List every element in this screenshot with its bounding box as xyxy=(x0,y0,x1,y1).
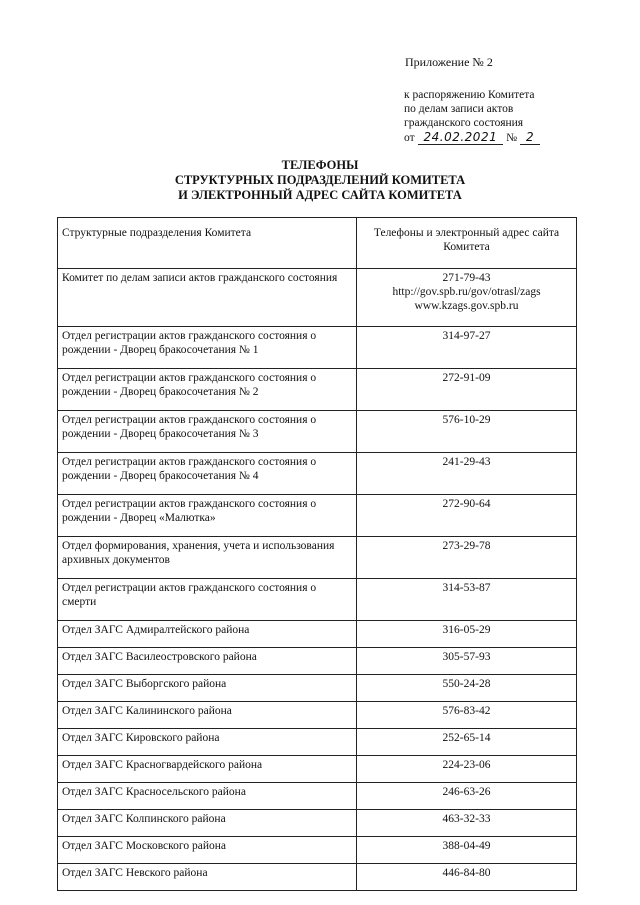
division-name: Отдел регистрации актов гражданского состояния о рождении - Дворец «Малютка» xyxy=(58,495,357,537)
table-row xyxy=(58,648,577,675)
table-row xyxy=(58,756,577,783)
phones-table xyxy=(57,217,577,891)
ref-line: гражданского состояния xyxy=(404,117,524,129)
division-name: Отдел ЗАГС Василеостровского района xyxy=(58,648,357,675)
phone-number: 271-79-43 xyxy=(442,272,491,284)
table-row xyxy=(58,810,577,837)
division-name: Отдел регистрации актов гражданского состояния о рождении - Дворец бракосочетания № 4 xyxy=(58,453,357,495)
division-name: Комитет по делам записи актов гражданского состояния xyxy=(58,269,357,327)
division-name: Отдел ЗАГС Невского района xyxy=(58,864,357,891)
phone-number: 314-53-87 xyxy=(357,579,577,621)
website-link[interactable]: www.kzags.gov.spb.ru xyxy=(414,300,519,312)
table-header-row xyxy=(58,218,577,269)
division-name: Отдел регистрации актов гражданского состояния о смерти xyxy=(58,579,357,621)
phone-number: 576-10-29 xyxy=(357,411,577,453)
appendix-label: Приложение № 2 xyxy=(405,55,493,69)
division-name: Отдел ЗАГС Калининского района xyxy=(58,702,357,729)
table-row xyxy=(58,537,577,579)
column-header-contacts: Телефоны и электронный адрес сайта Комитета xyxy=(357,218,577,269)
phone-number: 446-84-80 xyxy=(357,864,577,891)
division-name: Отдел ЗАГС Выборгского района xyxy=(58,675,357,702)
table-row xyxy=(58,411,577,453)
phone-number: 463-32-33 xyxy=(357,810,577,837)
phone-number: 388-04-49 xyxy=(357,837,577,864)
phone-number: 272-90-64 xyxy=(357,495,577,537)
website-link[interactable]: http://gov.spb.ru/gov/otrasl/zags xyxy=(392,286,541,298)
division-name: Отдел регистрации актов гражданского состояния о рождении - Дворец бракосочетания № 2 xyxy=(58,369,357,411)
ref-line: к распоряжению Комитета xyxy=(404,89,535,101)
table-row xyxy=(58,675,577,702)
column-header-division: Структурные подразделения Комитета xyxy=(58,218,357,269)
table-row xyxy=(58,327,577,369)
division-name: Отдел ЗАГС Адмиралтейского района xyxy=(58,621,357,648)
handwritten-number: 2 xyxy=(520,130,540,145)
phone-number: 246-63-26 xyxy=(357,783,577,810)
table-row xyxy=(58,702,577,729)
phone-number: 241-29-43 xyxy=(357,453,577,495)
table-row xyxy=(58,837,577,864)
table-row xyxy=(58,453,577,495)
phone-number: 316-05-29 xyxy=(357,621,577,648)
phone-number: 550-24-28 xyxy=(357,675,577,702)
handwritten-date: 24.02.2021 xyxy=(418,130,504,145)
contact-cell xyxy=(357,269,577,327)
division-name: Отдел формирования, хранения, учета и использования архивных документов xyxy=(58,537,357,579)
phone-number: 305-57-93 xyxy=(357,648,577,675)
table-row xyxy=(58,495,577,537)
division-name: Отдел ЗАГС Красногвардейского района xyxy=(58,756,357,783)
division-name: Отдел регистрации актов гражданского состояния о рождении - Дворец бракосочетания № 1 xyxy=(58,327,357,369)
document-title xyxy=(0,158,640,203)
division-name: Отдел регистрации актов гражданского состояния о рождении - Дворец бракосочетания № 3 xyxy=(58,411,357,453)
title-line: ТЕЛЕФОНЫ xyxy=(281,158,359,172)
phone-number: 576-83-42 xyxy=(357,702,577,729)
table-row xyxy=(58,864,577,891)
order-date-line xyxy=(404,130,604,145)
order-reference xyxy=(404,88,604,145)
phone-number: 273-29-78 xyxy=(357,537,577,579)
table-row xyxy=(58,729,577,756)
division-name: Отдел ЗАГС Кировского района xyxy=(58,729,357,756)
division-name: Отдел ЗАГС Красносельского района xyxy=(58,783,357,810)
division-name: Отдел ЗАГС Колпинского района xyxy=(58,810,357,837)
phone-number: 252-65-14 xyxy=(357,729,577,756)
title-line: И ЭЛЕКТРОННЫЙ АДРЕС САЙТА КОМИТЕТА xyxy=(178,188,462,202)
table-row xyxy=(58,579,577,621)
table-row xyxy=(58,783,577,810)
table-row xyxy=(58,369,577,411)
table-row xyxy=(58,269,577,327)
date-prefix: от xyxy=(404,132,415,144)
phone-number: 224-23-06 xyxy=(357,756,577,783)
title-line: СТРУКТУРНЫХ ПОДРАЗДЕЛЕНИЙ КОМИТЕТА xyxy=(174,173,466,187)
phone-number: 272-91-09 xyxy=(357,369,577,411)
division-name: Отдел ЗАГС Московского района xyxy=(58,837,357,864)
table-row xyxy=(58,621,577,648)
phone-number: 314-97-27 xyxy=(357,327,577,369)
number-prefix: № xyxy=(506,132,518,144)
ref-line: по делам записи актов xyxy=(404,103,514,115)
